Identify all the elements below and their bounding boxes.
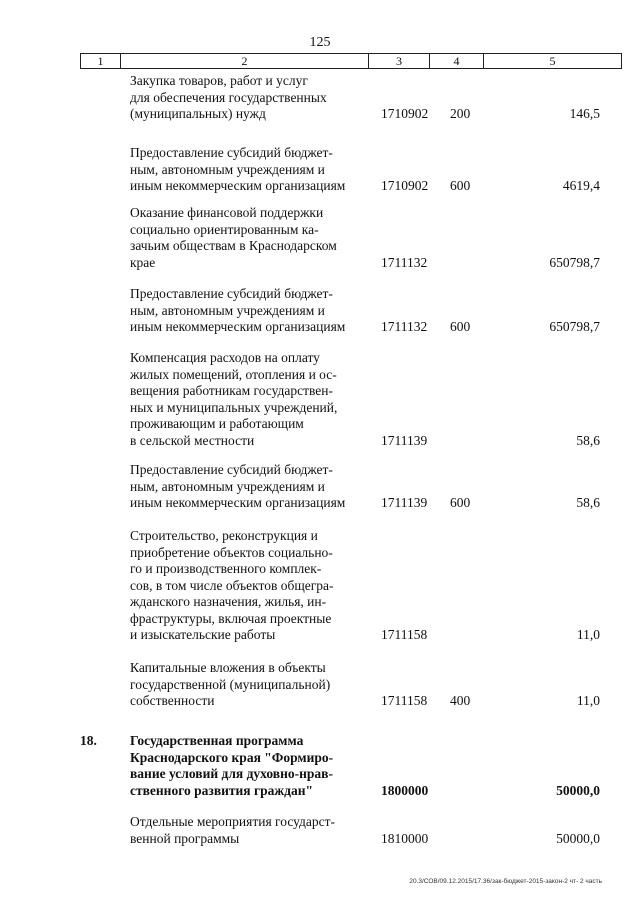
description-line: проживающим и работающим xyxy=(130,416,304,431)
row-number: 18. xyxy=(80,733,97,748)
description-line: Компенсация расходов на оплату xyxy=(130,350,320,365)
page-number: 125 xyxy=(309,35,331,50)
row-description xyxy=(130,814,361,847)
description-line: Отдельные мероприятия государст- xyxy=(130,814,336,829)
description-line: иным некоммерческим организациям xyxy=(130,495,346,510)
table-header xyxy=(80,53,622,69)
description-line: го и производственного комплек- xyxy=(130,561,322,576)
description-line: социально ориентированным ка- xyxy=(130,221,319,237)
row-description xyxy=(130,350,361,449)
description-line: крае xyxy=(130,254,156,270)
row-code: 1711132 xyxy=(381,254,428,270)
row-description xyxy=(130,73,361,123)
row-code: 1711139 xyxy=(381,495,428,510)
description-line: иным некоммерческим организациям xyxy=(130,178,346,193)
description-line: ным, автономным учреждениям и xyxy=(130,478,325,494)
description-line: Закупка товаров, работ и услуг xyxy=(130,73,308,88)
row-expense-type: 600 xyxy=(450,495,471,510)
column-header-3: 3 xyxy=(369,54,430,68)
row-code: 1711158 xyxy=(381,627,428,642)
description-line: Строительство, реконструкция и xyxy=(130,528,318,543)
description-line: (муниципальных) нужд xyxy=(130,106,266,121)
row-amount: 146,5 xyxy=(569,106,600,121)
row-amount: 50000,0 xyxy=(556,782,600,798)
row-amount: 650798,7 xyxy=(549,319,600,334)
column-header-1: 1 xyxy=(81,54,121,68)
row-expense-type: 400 xyxy=(450,693,471,708)
description-line: собственности xyxy=(130,693,215,708)
description-line: и изыскательские работы xyxy=(130,627,276,642)
description-line: вание условий для духовно-нрав- xyxy=(130,766,333,781)
column-header-4: 4 xyxy=(430,54,484,68)
description-line: фраструктуры, включая проектные xyxy=(130,610,332,626)
row-description xyxy=(130,205,361,271)
description-line: ным, автономным учреждениям и xyxy=(130,161,325,177)
row-amount: 650798,7 xyxy=(549,254,600,270)
row-code: 1800000 xyxy=(381,782,429,798)
row-amount: 58,6 xyxy=(576,432,600,448)
description-line: венной программы xyxy=(130,830,240,846)
row-code: 1711139 xyxy=(381,432,428,448)
row-amount: 11,0 xyxy=(576,627,600,642)
description-line: жилых помещений, отопления и ос- xyxy=(130,366,337,382)
description-line: ственного развития граждан" xyxy=(130,782,314,798)
column-header-2: 2 xyxy=(121,54,369,68)
row-expense-type: 200 xyxy=(450,106,471,121)
description-line: иным некоммерческим организациям xyxy=(130,319,346,334)
row-expense-type: 600 xyxy=(450,178,471,193)
row-description xyxy=(130,145,361,195)
row-code: 1711132 xyxy=(381,319,428,334)
description-line: Предоставление субсидий бюджет- xyxy=(130,462,333,477)
row-description xyxy=(130,733,361,799)
description-line: для обеспечения государственных xyxy=(130,89,327,105)
description-line: вещения работникам государствен- xyxy=(130,383,334,398)
description-line: сов, в том числе объектов общегра- xyxy=(130,577,334,593)
row-description xyxy=(130,660,361,710)
row-amount: 11,0 xyxy=(576,693,600,708)
row-amount: 50000,0 xyxy=(556,830,600,846)
row-description xyxy=(130,462,361,512)
row-code: 1710902 xyxy=(381,106,429,121)
row-amount: 4619,4 xyxy=(562,178,600,193)
description-line: ным, автономным учреждениям и xyxy=(130,302,325,318)
description-line: государственной (муниципальной) xyxy=(130,676,331,692)
description-line: жданского назначения, жилья, ин- xyxy=(130,594,327,609)
row-code: 1711158 xyxy=(381,693,428,708)
description-line: Краснодарского края "Формиро- xyxy=(130,749,334,765)
row-expense-type: 600 xyxy=(450,319,471,334)
description-line: в сельской местности xyxy=(130,432,255,448)
description-line: Капитальные вложения в объекты xyxy=(130,660,326,675)
description-line: ных и муниципальных учреждений, xyxy=(130,399,338,415)
row-amount: 58,6 xyxy=(576,495,600,510)
description-line: Государственная программа xyxy=(130,733,304,748)
row-code: 1810000 xyxy=(381,830,429,846)
row-description xyxy=(130,286,361,336)
row-description xyxy=(130,528,361,644)
footer-file-path: 20.3/СОВ/09.12.2015/17.36/зак-бюджет-2015-закон-2 чт- 2 часть xyxy=(409,878,602,885)
row-code: 1710902 xyxy=(381,178,429,193)
description-line: Оказание финансовой поддержки xyxy=(130,205,324,220)
column-header-5: 5 xyxy=(549,54,556,68)
description-line: зачьим обществам в Краснодарском xyxy=(130,238,337,253)
description-line: приобретение объектов социально- xyxy=(130,544,333,560)
description-line: Предоставление субсидий бюджет- xyxy=(130,145,333,160)
description-line: Предоставление субсидий бюджет- xyxy=(130,286,333,301)
